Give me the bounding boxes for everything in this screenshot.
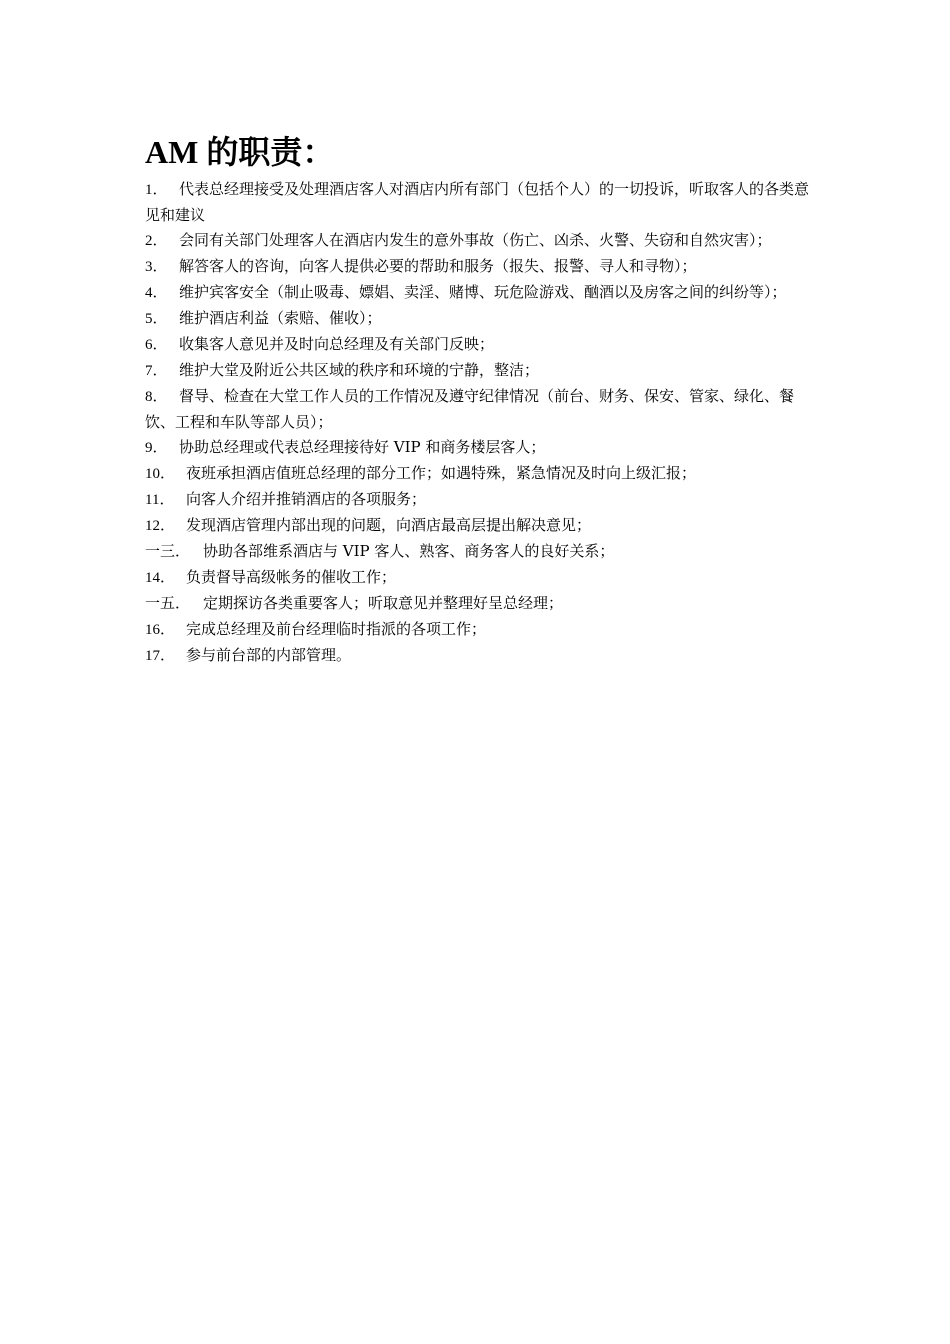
list-item-number: 9． bbox=[145, 440, 168, 456]
list-item-number: 1． bbox=[145, 182, 168, 198]
list-item bbox=[145, 228, 810, 254]
list-item bbox=[145, 435, 810, 461]
list-item bbox=[145, 565, 810, 591]
list-item bbox=[145, 254, 810, 280]
list-item-text: 督导、检查在大堂工作人员的工作情况及遵守纪律情况（前台、财务、保安、管家、绿化、餐饮、工程和车队等部人员）； bbox=[145, 387, 795, 431]
list-item bbox=[145, 177, 810, 228]
list-item-text: 代表总经理接受及处理酒店客人对酒店内所有部门（包括个人）的一切投诉，听取客人的各类意见和建议 bbox=[145, 180, 810, 224]
list-item bbox=[145, 306, 810, 332]
list-item bbox=[145, 384, 810, 435]
list-item-number: 8． bbox=[145, 389, 168, 405]
list-item-text: 会同有关部门处理客人在酒店内发生的意外事故（伤亡、凶杀、火警、失窃和自然灾害）； bbox=[179, 231, 772, 249]
list-item-number: 11． bbox=[145, 492, 175, 508]
list-item bbox=[145, 617, 810, 643]
document-title: AM 的职责： bbox=[145, 134, 335, 170]
list-item-number: 6． bbox=[145, 337, 168, 353]
list-item-number: 7． bbox=[145, 363, 168, 379]
list-item bbox=[145, 461, 810, 487]
list-item-number: 10． bbox=[145, 466, 176, 482]
list-item-text: 收集客人意见并及时向总经理及有关部门反映； bbox=[179, 335, 495, 353]
list-item-text: 协助各部维系酒店与 VIP 客人、熟客、商务客人的良好关系； bbox=[203, 542, 615, 560]
list-item-number: 2． bbox=[145, 233, 168, 249]
list-item-text: 维护酒店利益（索赔、催收）； bbox=[179, 309, 382, 327]
list-item-text: 负责督导高级帐务的催收工作； bbox=[186, 568, 397, 586]
list-item-text: 夜班承担酒店值班总经理的部分工作；如遇特殊，紧急情况及时向上级汇报； bbox=[186, 464, 697, 482]
list-item bbox=[145, 513, 810, 539]
duty-list bbox=[145, 177, 810, 669]
list-item bbox=[145, 643, 810, 669]
list-item-text: 维护大堂及附近公共区域的秩序和环境的宁静，整洁； bbox=[179, 361, 540, 379]
list-item bbox=[145, 591, 810, 617]
list-item-number: 12． bbox=[145, 518, 176, 534]
list-item bbox=[145, 358, 810, 384]
list-item-number: 一三． bbox=[145, 544, 191, 560]
list-item-number: 一五． bbox=[145, 596, 191, 612]
list-item bbox=[145, 539, 810, 565]
list-item-text: 维护宾客安全（制止吸毒、嫖娼、卖淫、赌博、玩危险游戏、酗酒以及房客之间的纠纷等）； bbox=[179, 283, 787, 301]
list-item-number: 3． bbox=[145, 259, 168, 275]
list-item-number: 14． bbox=[145, 570, 176, 586]
list-item-text: 解答客人的咨询，向客人提供必要的帮助和服务（报失、报警、寻人和寻物）； bbox=[179, 257, 697, 275]
list-item-number: 5． bbox=[145, 311, 168, 327]
list-item-text: 完成总经理及前台经理临时指派的各项工作； bbox=[186, 620, 487, 638]
list-item bbox=[145, 280, 810, 306]
document-content bbox=[145, 132, 810, 669]
list-item-text: 向客人介绍并推销酒店的各项服务； bbox=[186, 490, 427, 508]
list-item-text: 参与前台部的内部管理。 bbox=[186, 646, 352, 664]
list-item-number: 4． bbox=[145, 285, 168, 301]
list-item-number: 16． bbox=[145, 622, 176, 638]
list-item bbox=[145, 487, 810, 513]
list-item-text: 定期探访各类重要客人；听取意见并整理好呈总经理； bbox=[203, 594, 564, 612]
list-item-number: 17． bbox=[145, 648, 176, 664]
list-item bbox=[145, 332, 810, 358]
list-item-text: 发现酒店管理内部出现的问题，向酒店最高层提出解决意见； bbox=[186, 516, 592, 534]
list-item-text: 协助总经理或代表总经理接待好 VIP 和商务楼层客人； bbox=[179, 438, 546, 456]
